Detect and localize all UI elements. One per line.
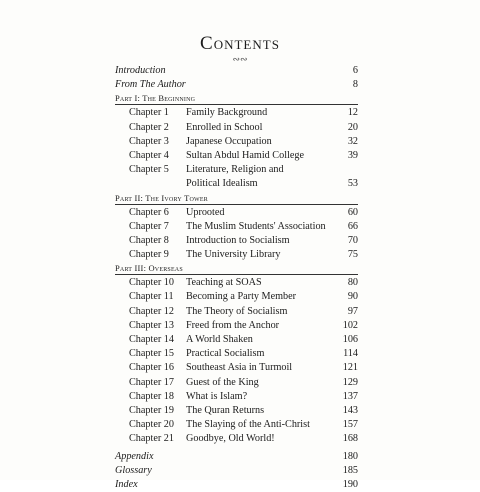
- chapter-number: Chapter 12: [129, 305, 174, 317]
- toc-chapter-row: [115, 106, 358, 120]
- chapter-page: 20: [347, 121, 358, 133]
- chapter-page: 137: [342, 390, 358, 402]
- toc-entry-introduction: [115, 64, 358, 78]
- toc-chapter-row: [115, 390, 358, 404]
- chapter-title: The Slaying of the Anti-Christ: [186, 419, 310, 431]
- chapter-title: Sultan Abdul Hamid College: [186, 149, 304, 161]
- chapter-title: Japanese Occupation: [186, 135, 272, 147]
- chapter-title: Enrolled in School: [186, 121, 263, 133]
- toc-chapter-row: [115, 376, 358, 390]
- chapter-page: 102: [342, 319, 358, 331]
- chapter-number: Chapter 14: [129, 334, 174, 346]
- chapter-title: Teaching at SOAS: [186, 277, 262, 289]
- chapter-page: 90: [347, 291, 358, 303]
- entry-page: 6: [352, 65, 358, 76]
- chapter-page: 121: [342, 362, 358, 374]
- toc-chapter-row: [115, 149, 358, 163]
- chapter-page: 39: [347, 149, 358, 161]
- chapter-page: 66: [347, 220, 358, 232]
- chapter-number: Chapter 16: [129, 362, 174, 374]
- toc-chapter-row: [115, 333, 358, 347]
- chapter-number: Chapter 2: [129, 121, 169, 133]
- chapter-title: The Theory of Socialism: [186, 305, 288, 317]
- toc-chapter-row: [115, 121, 358, 135]
- entry-page: 190: [342, 478, 358, 490]
- chapter-number: Chapter 8: [129, 234, 169, 246]
- chapter-page: 129: [342, 376, 358, 388]
- part-heading-3: [115, 262, 358, 275]
- part-label: Part I: The Beginning: [115, 93, 196, 104]
- toc-chapter-row: [115, 418, 358, 432]
- chapter-title: The Quran Returns: [186, 404, 265, 416]
- toc-chapter-row: [115, 234, 358, 248]
- chapter-page: 75: [347, 249, 358, 261]
- toc-chapter-row: [115, 290, 358, 304]
- chapter-number: Chapter 19: [129, 404, 174, 416]
- entry-label: Index: [115, 478, 138, 490]
- chapter-number: Chapter 13: [129, 319, 174, 331]
- entry-page: 185: [342, 464, 358, 476]
- chapter-page: 143: [342, 404, 358, 416]
- chapter-page: 12: [347, 107, 358, 119]
- toc-entry-appendix: [115, 450, 358, 464]
- chapter-title: Becoming a Party Member: [186, 291, 297, 303]
- chapter-title: Family Background: [186, 107, 268, 119]
- chapter-page: 114: [343, 348, 358, 360]
- chapter-title: Guest of the King: [186, 376, 259, 388]
- chapter-title: Introduction to Socialism: [186, 234, 290, 246]
- part-heading-2: [115, 192, 358, 205]
- toc-chapter-row: [115, 432, 358, 446]
- toc-chapter-row: [115, 276, 358, 290]
- chapter-page: 157: [342, 419, 358, 431]
- chapter-title: Practical Socialism: [186, 348, 265, 360]
- part-label: Part II: The Ivory Tower: [115, 192, 208, 203]
- part-heading-1: [115, 92, 358, 105]
- chapter-title: The Muslim Students' Association: [186, 220, 326, 232]
- chapter-page: 97: [347, 305, 358, 317]
- chapter-number: Chapter 3: [129, 135, 169, 147]
- chapter-title-line-2: Political Idealism: [186, 178, 258, 190]
- chapter-number: Chapter 18: [129, 390, 174, 402]
- toc-chapter-row: [115, 135, 358, 149]
- chapter-title: A World Shaken: [186, 334, 253, 346]
- part-label: Part III: Overseas: [115, 263, 183, 274]
- entry-page: 180: [342, 450, 358, 462]
- chapter-title: The University Library: [186, 249, 281, 261]
- chapter-number: Chapter 4: [129, 149, 169, 161]
- chapter-number: Chapter 21: [129, 433, 174, 445]
- chapter-number: Chapter 20: [129, 419, 174, 431]
- toc-chapter-row: [115, 220, 358, 234]
- toc-chapter-row: [115, 404, 358, 418]
- entry-label: From The Author: [115, 79, 186, 91]
- chapter-number: Chapter 7: [129, 220, 169, 232]
- toc-chapter-row: [115, 163, 358, 191]
- chapter-title-line-1: Literature, Religion and: [186, 164, 284, 176]
- chapter-page: 32: [347, 135, 358, 147]
- entry-page: 8: [352, 79, 358, 91]
- chapter-title: Uprooted: [186, 206, 225, 218]
- toc-entry-from-the-author: [115, 78, 358, 92]
- chapter-title: Goodbye, Old World!: [186, 433, 275, 445]
- toc-chapter-row: [115, 248, 358, 262]
- chapter-number: Chapter 5: [129, 164, 169, 176]
- chapter-title: [186, 163, 284, 191]
- table-of-contents: [115, 64, 358, 492]
- entry-label: Introduction: [115, 65, 166, 76]
- toc-chapter-row: [115, 305, 358, 319]
- chapter-title: What is Islam?: [186, 390, 248, 402]
- chapter-number: Chapter 9: [129, 249, 169, 261]
- chapter-page: 106: [342, 334, 358, 346]
- chapter-page: 168: [342, 433, 358, 445]
- chapter-number: Chapter 15: [129, 348, 174, 360]
- chapter-number: Chapter 17: [129, 376, 174, 388]
- page-title: Contents: [200, 33, 280, 54]
- toc-chapter-row: [115, 361, 358, 375]
- chapter-page: 80: [347, 277, 358, 289]
- chapter-number: Chapter 10: [129, 277, 174, 289]
- entry-label: Glossary: [115, 464, 152, 476]
- chapter-page: 53: [347, 178, 358, 190]
- ornament-icon: ∾∾: [232, 54, 248, 64]
- chapter-title: Freed from the Anchor: [186, 319, 280, 331]
- toc-chapter-row: [115, 319, 358, 333]
- chapter-number: Chapter 11: [129, 291, 174, 303]
- toc-chapter-row: [115, 347, 358, 361]
- chapter-number: Chapter 6: [129, 206, 169, 218]
- chapter-number: Chapter 1: [129, 107, 169, 119]
- toc-chapter-row: [115, 206, 358, 220]
- chapter-page: 60: [347, 206, 358, 218]
- toc-entry-glossary: [115, 464, 358, 478]
- chapter-title: Southeast Asia in Turmoil: [186, 362, 293, 374]
- chapter-page: 70: [347, 234, 358, 246]
- entry-label: Appendix: [115, 450, 154, 462]
- toc-entry-index: [115, 478, 358, 492]
